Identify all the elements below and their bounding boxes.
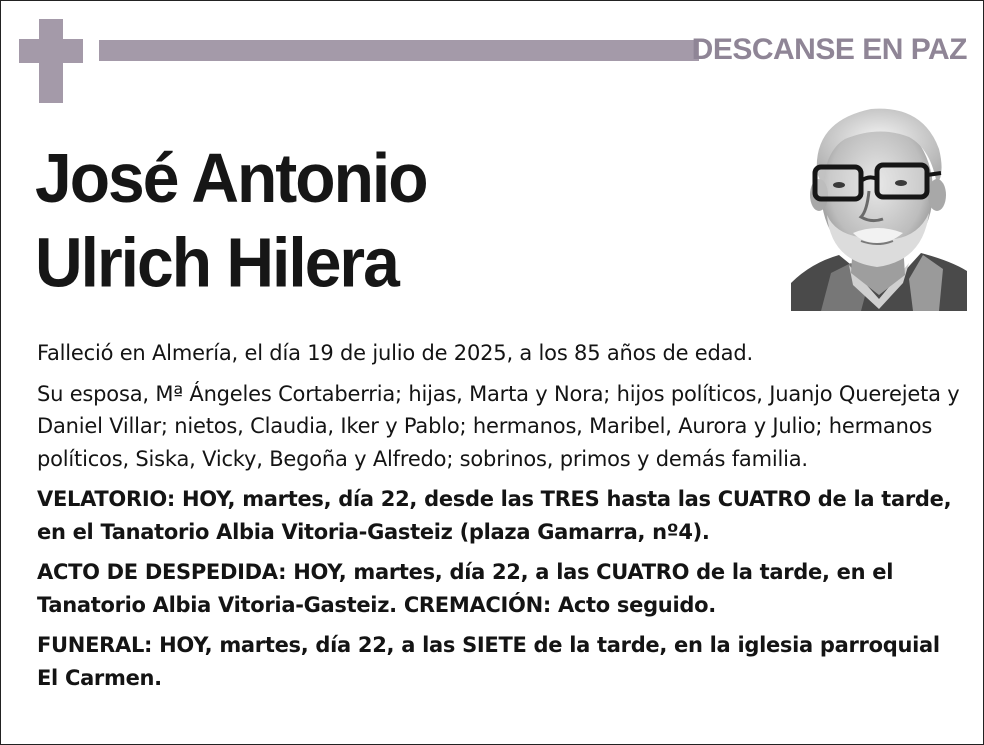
deceased-name-line1: José Antonio (35, 138, 427, 217)
family-list: Su esposa, Mª Ángeles Cortaberria; hijas, Marta y Nora; hijos políticos, Juanjo Querejeta y Daniel Villar; nietos, Claudia, Iker y Pablo; hermanos, Maribel, Aurora y Julio; hermanos políticos, Siska, Vicky, Begoña y Alfredo; sobrinos, primos y demás familia. (37, 381, 960, 471)
header-divider-bar (99, 40, 699, 61)
deceased-name-line2: Ulrich Hilera (35, 222, 398, 302)
portrait-photo (791, 103, 967, 311)
notice-body (37, 337, 967, 702)
deceased-name (35, 135, 427, 305)
death-announcement: Falleció en Almería, el día 19 de julio de 2025, a los 85 años de edad. (37, 341, 753, 365)
farewell-info: ACTO DE DESPEDIDA: HOY, martes, día 22, a las CUATRO de la tarde, en el Tanatorio Albia Vitoria-Gasteiz. CREMACIÓN: Acto seguido. (37, 560, 894, 617)
cross-icon-crossbar (19, 39, 83, 63)
header-label: DESCANSE EN PAZ (691, 33, 967, 66)
wake-info: VELATORIO: HOY, martes, día 22, desde las TRES hasta las CUATRO de la tarde, en el Tanatorio Albia Vitoria-Gasteiz (plaza Gamarra, nº4). (37, 487, 952, 544)
funeral-info: FUNERAL: HOY, martes, día 22, a las SIETE de la tarde, en la iglesia parroquial El Carmen. (37, 633, 940, 690)
